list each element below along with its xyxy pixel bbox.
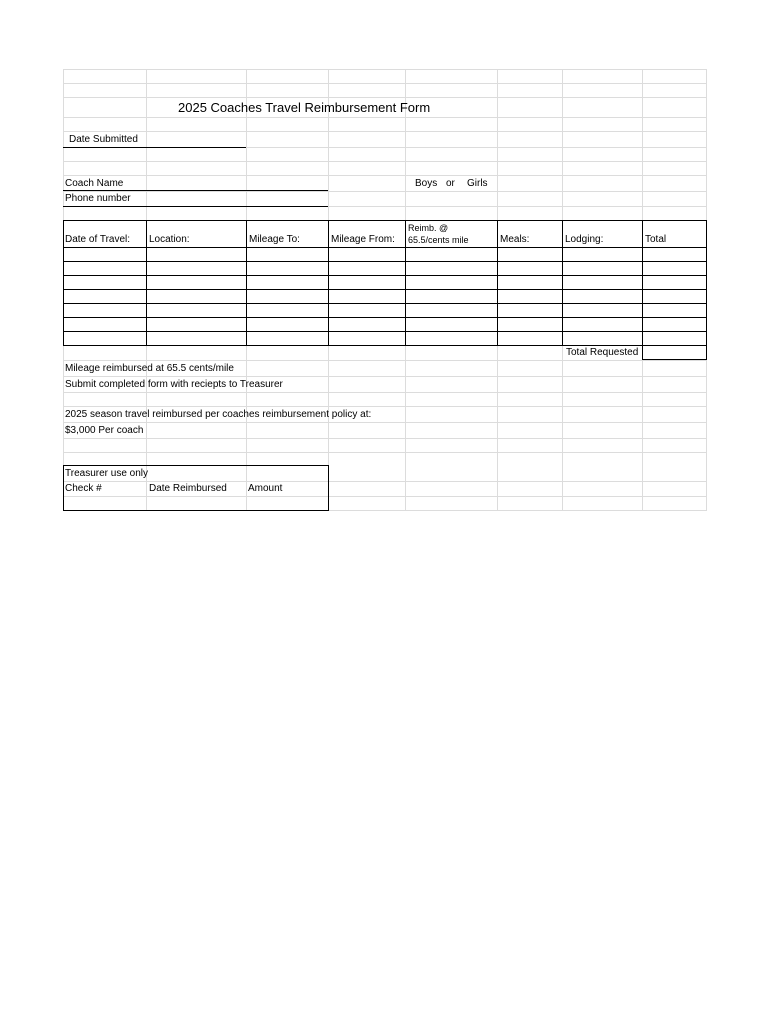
total-requested-box	[642, 359, 707, 360]
cap-note: $3,000 Per coach	[65, 425, 144, 436]
check-number-label: Check #	[65, 483, 102, 494]
grid-line	[63, 97, 707, 98]
date-reimbursed-label: Date Reimbursed	[149, 483, 227, 494]
grid-line	[63, 83, 707, 84]
header-reimb-line2: 65.5/cents mile	[408, 235, 469, 245]
policy-note: 2025 season travel reimbursed per coaches reimbursement policy at:	[65, 409, 372, 420]
travel-table-border	[497, 220, 498, 345]
travel-table-border	[63, 247, 707, 248]
grid-line	[63, 131, 707, 132]
travel-table-border	[63, 303, 707, 304]
travel-table-border	[63, 220, 64, 345]
grid-line	[63, 175, 707, 176]
header-total: Total	[645, 234, 667, 245]
treasurer-box-border	[63, 465, 328, 466]
boys-option[interactable]: Boys	[415, 178, 438, 189]
header-reimb-line1: Reimb. @	[408, 223, 449, 233]
grid-line	[63, 438, 707, 439]
header-mileage-from: Mileage From:	[331, 234, 395, 245]
grid-line	[63, 69, 707, 70]
treasurer-heading: Treasurer use only	[65, 468, 148, 479]
treasurer-box-border	[328, 465, 329, 511]
travel-table-border	[63, 261, 707, 262]
travel-table-border	[246, 220, 247, 345]
grid-line	[63, 161, 707, 162]
travel-table-border	[63, 220, 707, 221]
form-title: 2025 Coaches Travel Reimbursement Form	[178, 100, 431, 115]
grid-line	[63, 406, 707, 407]
grid-line	[63, 452, 707, 453]
treasurer-box-border	[63, 510, 328, 511]
total-requested-label: Total Requested	[566, 347, 639, 358]
travel-table-border	[562, 220, 563, 345]
coach-name-label: Coach Name	[65, 178, 124, 189]
travel-table-border	[63, 289, 707, 290]
header-lodging: Lodging:	[565, 234, 604, 245]
travel-table-border	[63, 317, 707, 318]
travel-table-border	[642, 220, 643, 360]
grid-line	[63, 376, 707, 377]
grid-line	[63, 496, 707, 497]
grid-line	[63, 117, 707, 118]
header-location: Location:	[149, 234, 190, 245]
header-date-of-travel: Date of Travel:	[65, 234, 131, 245]
amount-label: Amount	[248, 483, 283, 494]
date-submitted-line	[63, 147, 246, 148]
phone-number-line	[63, 206, 328, 207]
header-meals: Meals:	[500, 234, 530, 245]
travel-table-border	[146, 220, 147, 345]
travel-table-border	[405, 220, 406, 345]
travel-table-border	[63, 331, 707, 332]
travel-table-border	[706, 220, 707, 360]
travel-table-border	[63, 275, 707, 276]
travel-table-border	[328, 220, 329, 345]
grid-line	[63, 360, 707, 361]
header-mileage-to: Mileage To:	[249, 234, 300, 245]
grid-line	[63, 191, 707, 192]
or-label: or	[446, 178, 455, 189]
grid-line	[63, 422, 707, 423]
treasurer-box-border	[63, 465, 64, 511]
girls-option[interactable]: Girls	[467, 178, 488, 189]
submit-note: Submit completed form with reciepts to Treasurer	[65, 379, 283, 390]
mileage-rate-note: Mileage reimbursed at 65.5 cents/mile	[65, 363, 234, 374]
date-submitted-label: Date Submitted	[69, 134, 138, 145]
grid-line	[63, 392, 707, 393]
phone-number-label: Phone number	[65, 193, 131, 204]
